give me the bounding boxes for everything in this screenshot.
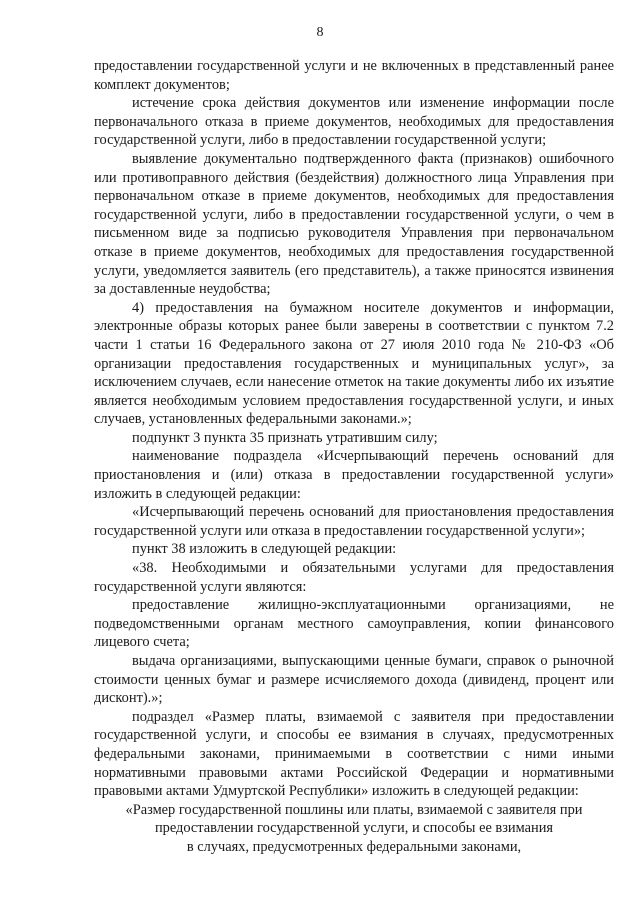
section-heading-line: «Размер государственной пошлины или платы, взимаемой с заявителя при	[125, 801, 583, 818]
paragraph: «Исчерпывающий перечень оснований для приостановления предоставления государственной услуги или отказа в предоставлении государственной услуги»;	[94, 504, 614, 539]
paragraph: истечение срока действия документов или изменение информации после первоначального отказа в приеме документов, необходимых для предоставления государственной услуги, либо в предоставлении государственной услуги;	[94, 95, 614, 149]
paragraph: выдача организациями, выпускающими ценные бумаги, справок о рыночной стоимости ценных бумаг и размере исчисляемого дохода (дивиденд, процент или дисконт).»;	[94, 653, 614, 707]
section-heading-line: в случаях, предусмотренных федеральными законами,	[186, 838, 522, 855]
paragraph: «38. Необходимыми и обязательными услугами для предоставления государственной услуги являются:	[94, 560, 614, 595]
paragraph: 4) предоставления на бумажном носителе документов и информации, электронные образы которых ранее были заверены в соответствии с пунктом 7.2 части 1 статьи 16 Федерального закона от 27 июля 2010 года № 210-ФЗ «Об организации предоставления государственных и муниципальных услуг», за исключением случаев, если нанесение отметок на такие документы либо их изъятие является необходимым условием предоставления государственной услуги, и иных случаев, установленных федеральными законами.»;	[94, 299, 614, 428]
paragraph: подраздел «Размер платы, взимаемой с заявителя при предоставлении государственной услуги, и способы ее взимания в случаях, предусмотренных федеральными законами, принимаемыми в соответствии с ними иными нормативными правовыми актами Российской Федерации и нормативными правовыми актами Удмуртской Республики» изложить в следующей редакции:	[94, 708, 614, 800]
document-body	[94, 57, 614, 857]
paragraph: предоставление жилищно-эксплуатационными организациями, не подведомственными органам местного самоуправления, копии финансового лицевого счета;	[94, 597, 614, 651]
section-heading	[94, 801, 614, 857]
paragraph: наименование подраздела «Исчерпывающий перечень оснований для приостановления и (или) отказа в предоставлении государственной услуги» изложить в следующей редакции:	[94, 448, 614, 502]
paragraph: пункт 38 изложить в следующей редакции:	[132, 541, 397, 558]
paragraph: выявление документально подтвержденного факта (признаков) ошибочного или противоправного действия (бездействия) должностного лица Управления при первоначальном отказе в приеме документов, необходимых для предоставления государственной услуги, либо в предоставлении государственной услуги, о чем в письменном виде за подписью руководителя Управления при первоначальном отказе в приеме документов, необходимых для предоставления государственной услуги, уведомляется заявитель (его представитель), а также приносятся извинения за доставленные неудобства;	[94, 150, 614, 298]
page-number: 8	[316, 25, 324, 40]
section-heading-line: предоставлении государственной услуги, и способы ее взимания	[154, 820, 554, 837]
paragraph: предоставлении государственной услуги и не включенных в представленный ранее комплект документов;	[94, 58, 614, 93]
paragraph: подпункт 3 пункта 35 признать утратившим силу;	[132, 429, 438, 446]
